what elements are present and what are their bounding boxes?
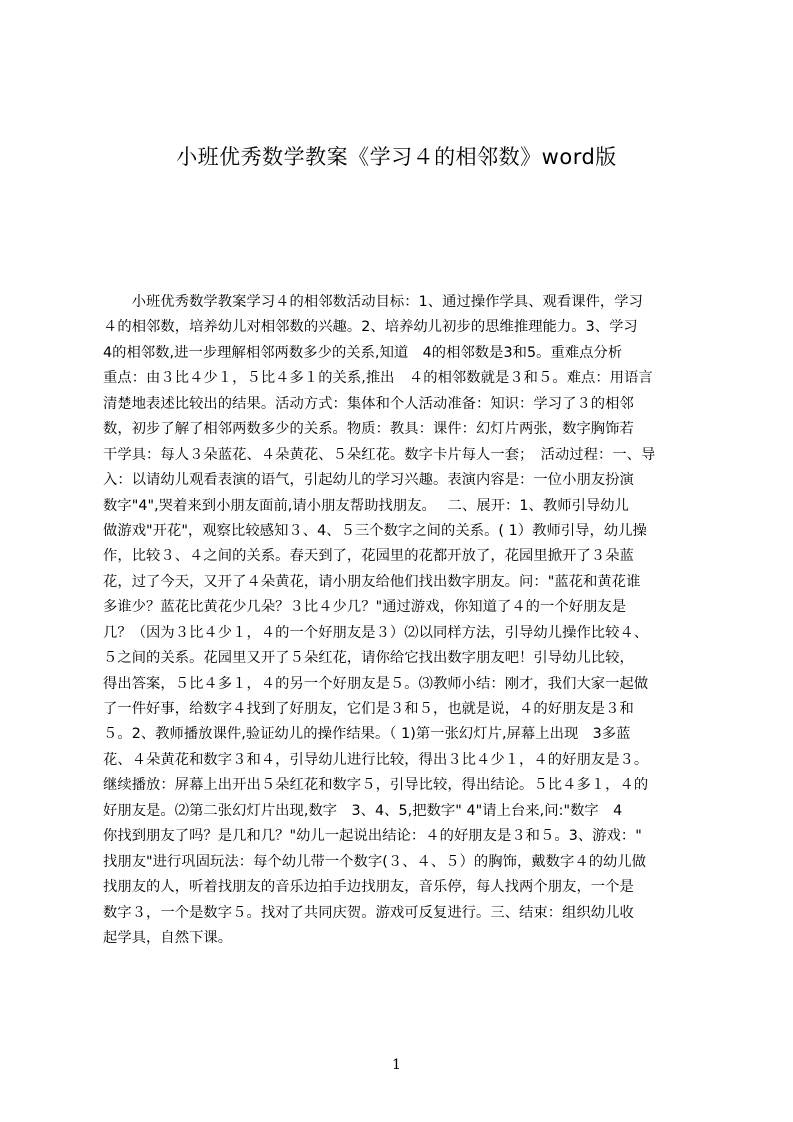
body-line: 数，初步了解了相邻两数多少的关系。物质：教具：课件：幻灯片两张，数字胸饰若: [103, 421, 634, 438]
body-line: 干学具：每人３朵蓝花、４朵黄花、５朵红花。数字卡片每人一套； 活动过程：一、导: [103, 446, 656, 463]
body-line: 多谁少？蓝花比黄花少几朵？３比４少几？"通过游戏，你知道了４的一个好朋友是: [103, 599, 627, 616]
body-line: 找朋友的人，听着找朋友的音乐边拍手边找朋友，音乐停，每人找两个朋友，一个是: [103, 879, 634, 896]
body-line: 数字"4",哭着来到小朋友面前,请小朋友帮助找朋友。 二、展开：1、教师引导幼儿: [103, 497, 629, 514]
body-line: 你找到朋友了吗？是几和几？"幼儿一起说出结论：４的好朋友是３和５。3、游戏：": [103, 828, 642, 845]
body-line: 几？（因为３比４少１，４的一个好朋友是３）⑵以同样方法，引导幼儿操作比较４、: [103, 624, 649, 641]
body-line: 入：以请幼儿观看表演的语气，引起幼儿的学习兴趣。表演内容是：一位小朋友扮演: [103, 472, 634, 489]
document-title: 小班优秀数学教案《学习４的相邻数》word版: [176, 145, 617, 169]
body-line: 花，过了今天，又开了４朵黄花，请小朋友给他们找出数字朋友。问："蓝花和黄花谁: [103, 573, 641, 590]
body-line: 做游戏"开花"，观察比较感知３、4、５三个数字之间的关系。( 1）教师引导，幼儿操: [103, 522, 647, 539]
body-line: 了一件好事，给数字４找到了好朋友，它们是３和５，也就是说，４的好朋友是３和: [103, 701, 634, 717]
body-line: 得出答案，５比４多１，４的另一个好朋友是５。⑶教师小结：刚才，我们大家一起做: [103, 675, 649, 692]
body-line: ５。2、教师播放课件,验证幼儿的操作结果。（ 1)第一张幻灯片,屏幕上出现 3多蓝: [103, 726, 631, 743]
body-line: 数字３，一个是数字５。找对了共同庆贺。游戏可反复进行。三、结束：组织幼儿收: [103, 904, 634, 921]
document-body: [103, 290, 703, 951]
body-line: 小班优秀数学教案学习４的相邻数活动目标：1、通过操作学具、观看课件，学习: [103, 294, 643, 310]
body-line: 继续播放：屏幕上出开出５朵红花和数字５，引导比较，得出结论。５比４多１，４的: [103, 777, 649, 794]
body-line: 花、４朵黄花和数字３和４，引导幼儿进行比较，得出３比４少１，４的好朋友是３。: [103, 751, 649, 768]
body-line: 重点：由３比４少１，５比４多１的关系,推出 ４的相邻数就是３和５。难点：用语言: [103, 370, 653, 387]
body-line: 好朋友是。⑵第二张幻灯片出现,数字 3、4、5,把数字" 4"请上台来,问:"数字 4: [103, 802, 623, 819]
page-number: 1: [392, 1057, 401, 1073]
body-line: 作，比较３、４之间的关系。春天到了，花园里的花都开放了，花园里掀开了３朵蓝: [103, 548, 634, 565]
body-line: 找朋友"进行巩固玩法：每个幼儿带一个数字(３、４、５）的胸饰，戴数字４的幼儿做: [103, 853, 647, 870]
body-line: ５之间的关系。花园里又开了５朵红花，请你给它找出数字朋友吧！引导幼儿比较，: [103, 650, 634, 667]
body-line: 清楚地表述比较出的结果。活动方式：集体和个人活动准备：知识：学习了３的相邻: [103, 395, 634, 412]
body-line: 4的相邻数,进一步理解相邻两数多少的关系,知道 4的相邻数是3和5。重难点分析: [103, 344, 623, 361]
body-line: ４的相邻数，培养幼儿对相邻数的兴趣。2、培养幼儿初步的思维推理能力。3、学习: [103, 319, 638, 336]
body-line: 起学具，自然下课。: [103, 929, 233, 946]
